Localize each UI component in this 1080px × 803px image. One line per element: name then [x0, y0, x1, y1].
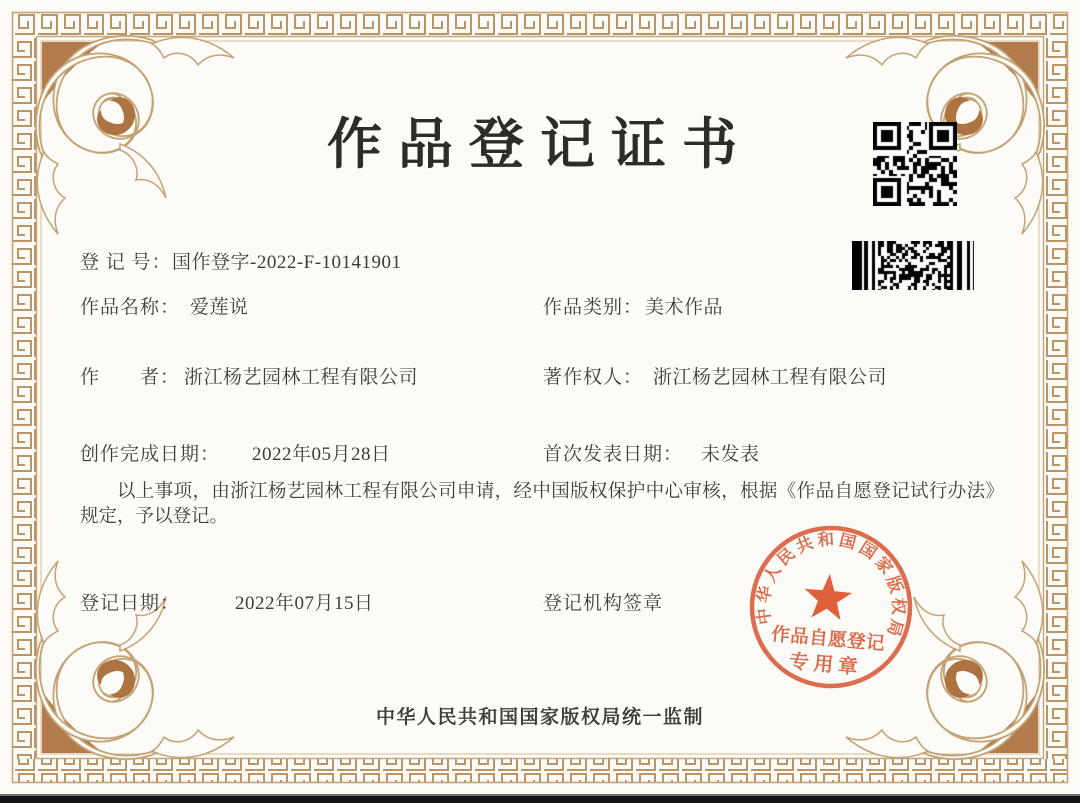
field-label: 首次发表日期：: [543, 444, 684, 465]
svg-text:人: 人: [759, 561, 785, 586]
field-label: 创作完成日期：: [80, 444, 221, 465]
field-value: 国作登字-2022-F-10141901: [172, 252, 402, 273]
seal-line1: 作品自愿登记: [770, 624, 886, 655]
seal-line2: 专用章: [788, 651, 864, 679]
field-value: 爱莲说: [190, 297, 249, 318]
svg-text:权: 权: [888, 597, 909, 615]
barcode-icon: [852, 241, 974, 290]
certificate-title: 作品登记证书: [326, 114, 753, 175]
svg-text:共: 共: [793, 532, 816, 557]
qr-code-icon: [873, 122, 957, 206]
svg-text:民: 民: [773, 544, 799, 570]
field-value: 2022年05月28日: [252, 444, 391, 465]
field-label: 登 记 号：: [80, 252, 172, 273]
seal-arc-text: [751, 523, 916, 639]
photo-edge-strip: [0, 794, 1080, 803]
svg-text:国: 国: [837, 530, 859, 553]
field-value: 浙江杨艺园林工程有限公司: [653, 367, 888, 388]
official-seal: [731, 507, 931, 707]
svg-text:华: 华: [753, 584, 776, 605]
svg-text:中: 中: [753, 606, 775, 626]
field-value: 美术作品: [645, 297, 724, 318]
field-label: 作品类别：: [543, 297, 644, 318]
svg-text:局: 局: [883, 617, 907, 639]
field-value: 未发表: [701, 444, 760, 465]
svg-text:家: 家: [871, 552, 897, 578]
field-label: 登记日期：: [80, 593, 181, 614]
svg-text:版: 版: [882, 573, 907, 596]
issuer-footer: 中华人民共和国国家版权局统一监制: [375, 707, 704, 728]
field-label: 作 者：: [80, 367, 181, 388]
field-value: 2022年07月15日: [235, 593, 374, 614]
field-value: 浙江杨艺园林工程有限公司: [184, 367, 419, 388]
field-label: 作品名称：: [80, 297, 181, 318]
registration-statement: 以上事项，由浙江杨艺园林工程有限公司申请，经中国版权保护中心审核，根据《作品自愿登记试行办法》规定，予以登记。: [80, 482, 1004, 527]
field-label: 登记机构签章: [543, 593, 664, 614]
field-label: 著作权人：: [543, 367, 644, 388]
seal-star-icon: [802, 572, 853, 621]
svg-text:国: 国: [855, 537, 880, 563]
svg-text:和: 和: [816, 529, 835, 550]
